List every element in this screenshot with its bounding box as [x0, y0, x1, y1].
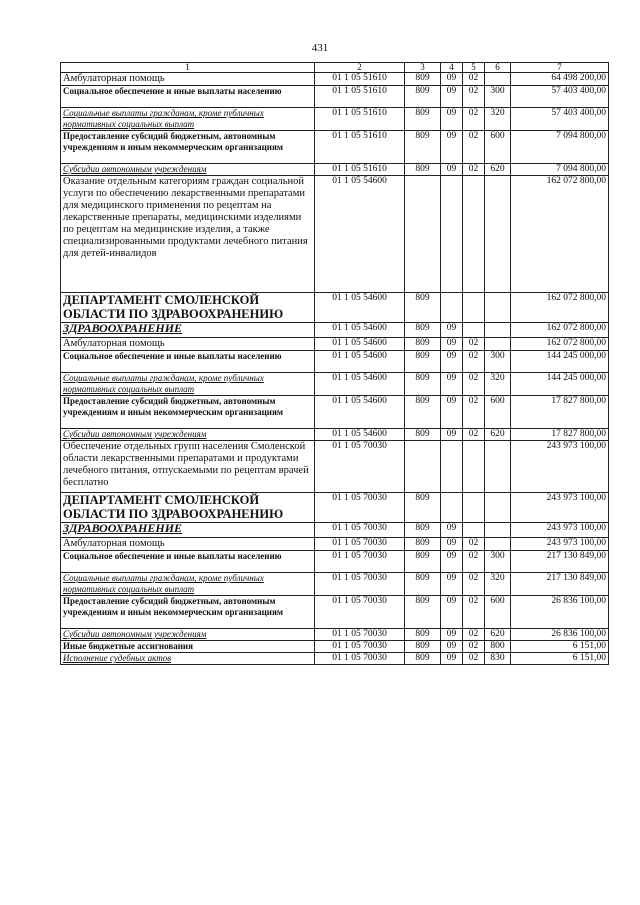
cell-c6 — [485, 493, 511, 523]
cell-name-text: Социальные выплаты гражданам, кроме публичных нормативных социальных выплат — [63, 108, 264, 129]
cell-c4 — [441, 493, 463, 523]
table-row — [61, 551, 609, 573]
cell-c5: 02 — [463, 596, 485, 629]
cell-c4: 09 — [441, 429, 463, 441]
cell-c3: 809 — [405, 653, 441, 665]
cell-c3: 809 — [405, 338, 441, 351]
cell-code: 01 1 05 70030 — [315, 493, 405, 523]
cell-name — [61, 573, 315, 596]
cell-code: 01 1 05 70030 — [315, 523, 405, 538]
cell-c3: 809 — [405, 351, 441, 373]
cell-c3: 809 — [405, 538, 441, 551]
cell-c5: 02 — [463, 164, 485, 176]
table-row — [61, 653, 609, 665]
cell-c4: 09 — [441, 323, 463, 338]
cell-c6: 320 — [485, 373, 511, 396]
cell-code: 01 1 05 51610 — [315, 73, 405, 86]
cell-c5: 02 — [463, 551, 485, 573]
table-row — [61, 429, 609, 441]
cell-code: 01 1 05 51610 — [315, 86, 405, 108]
cell-code: 01 1 05 51610 — [315, 164, 405, 176]
cell-c4: 09 — [441, 164, 463, 176]
cell-amount: 162 072 800,00 — [511, 176, 609, 293]
cell-name: Иные бюджетные ассигнования — [61, 641, 315, 653]
cell-c6: 620 — [485, 164, 511, 176]
cell-code: 01 1 05 51610 — [315, 131, 405, 164]
cell-c3: 809 — [405, 596, 441, 629]
cell-c5: 02 — [463, 131, 485, 164]
cell-c5: 02 — [463, 338, 485, 351]
cell-c6: 800 — [485, 641, 511, 653]
column-header: 2 — [315, 63, 405, 73]
cell-amount: 6 151,00 — [511, 641, 609, 653]
cell-c5: 02 — [463, 373, 485, 396]
cell-amount: 243 973 100,00 — [511, 523, 609, 538]
cell-name: ДЕПАРТАМЕНТ СМОЛЕНСКОЙ ОБЛАСТИ ПО ЗДРАВООХРАНЕНИЮ — [61, 293, 315, 323]
cell-c3: 809 — [405, 429, 441, 441]
cell-c3: 809 — [405, 641, 441, 653]
cell-code: 01 1 05 70030 — [315, 441, 405, 493]
cell-name — [61, 373, 315, 396]
table-row — [61, 573, 609, 596]
cell-amount: 57 403 400,00 — [511, 86, 609, 108]
page-number: 431 — [311, 42, 329, 54]
cell-name: Предоставление субсидий бюджетным, автономным учреждениям и иным некоммерческим организациям — [61, 396, 315, 429]
cell-c6 — [485, 523, 511, 538]
cell-c5: 02 — [463, 351, 485, 373]
cell-name: Амбулаторная помощь — [61, 73, 315, 86]
budget-table — [60, 62, 609, 665]
cell-c3: 809 — [405, 108, 441, 131]
cell-code: 01 1 05 70030 — [315, 629, 405, 641]
cell-code: 01 1 05 54600 — [315, 351, 405, 373]
cell-c4: 09 — [441, 73, 463, 86]
cell-c6 — [485, 293, 511, 323]
cell-c5 — [463, 493, 485, 523]
cell-code: 01 1 05 54600 — [315, 373, 405, 396]
cell-c5: 02 — [463, 73, 485, 86]
cell-c6 — [485, 538, 511, 551]
cell-c6: 300 — [485, 351, 511, 373]
cell-c5: 02 — [463, 86, 485, 108]
cell-amount: 26 836 100,00 — [511, 596, 609, 629]
table-row — [61, 73, 609, 86]
cell-code: 01 1 05 54600 — [315, 338, 405, 351]
cell-c6: 320 — [485, 108, 511, 131]
table-row — [61, 108, 609, 131]
cell-amount: 144 245 000,00 — [511, 373, 609, 396]
cell-code: 01 1 05 70030 — [315, 538, 405, 551]
cell-amount: 64 498 200,00 — [511, 73, 609, 86]
table-row — [61, 293, 609, 323]
cell-amount: 243 973 100,00 — [511, 441, 609, 493]
cell-c3: 809 — [405, 523, 441, 538]
cell-c6: 600 — [485, 396, 511, 429]
cell-amount: 57 403 400,00 — [511, 108, 609, 131]
cell-name — [61, 429, 315, 441]
table-row — [61, 373, 609, 396]
cell-code: 01 1 05 54600 — [315, 176, 405, 293]
table-row — [61, 493, 609, 523]
cell-c3: 809 — [405, 73, 441, 86]
cell-c5 — [463, 441, 485, 493]
cell-c6: 600 — [485, 131, 511, 164]
cell-c4: 09 — [441, 396, 463, 429]
cell-c5: 02 — [463, 629, 485, 641]
table-row — [61, 164, 609, 176]
table-row — [61, 131, 609, 164]
cell-c4 — [441, 176, 463, 293]
cell-c6 — [485, 323, 511, 338]
cell-name — [61, 164, 315, 176]
cell-c4: 09 — [441, 131, 463, 164]
cell-c3: 809 — [405, 164, 441, 176]
cell-c5: 02 — [463, 429, 485, 441]
table-row — [61, 351, 609, 373]
cell-name: Социальное обеспечение и иные выплаты населению — [61, 351, 315, 373]
cell-name-text: Исполнение судебных актов — [63, 653, 172, 663]
cell-code: 01 1 05 70030 — [315, 573, 405, 596]
table-row — [61, 338, 609, 351]
cell-code: 01 1 05 54600 — [315, 293, 405, 323]
table-row — [61, 86, 609, 108]
cell-c6: 830 — [485, 653, 511, 665]
table-row — [61, 441, 609, 493]
cell-code: 01 1 05 51610 — [315, 108, 405, 131]
cell-c4: 09 — [441, 373, 463, 396]
column-header: 4 — [441, 63, 463, 73]
cell-name-text: Социальные выплаты гражданам, кроме публичных нормативных социальных выплат — [63, 373, 264, 394]
cell-c4: 09 — [441, 629, 463, 641]
cell-c5 — [463, 323, 485, 338]
cell-c3: 809 — [405, 323, 441, 338]
cell-amount: 217 130 849,00 — [511, 551, 609, 573]
column-header: 1 — [61, 63, 315, 73]
cell-amount: 7 094 800,00 — [511, 131, 609, 164]
cell-code: 01 1 05 54600 — [315, 396, 405, 429]
column-header: 3 — [405, 63, 441, 73]
cell-c5: 02 — [463, 396, 485, 429]
cell-name-text: Субсидии автономным учреждениям — [63, 629, 207, 639]
cell-c3: 809 — [405, 396, 441, 429]
cell-name: ЗДРАВООХРАНЕНИЕ — [61, 523, 315, 538]
table-row — [61, 323, 609, 338]
table-row — [61, 396, 609, 429]
cell-c6: 300 — [485, 551, 511, 573]
cell-c4: 09 — [441, 108, 463, 131]
cell-c4: 09 — [441, 596, 463, 629]
cell-c4: 09 — [441, 86, 463, 108]
cell-amount: 162 072 800,00 — [511, 338, 609, 351]
cell-code: 01 1 05 70030 — [315, 551, 405, 573]
cell-name: Социальное обеспечение и иные выплаты населению — [61, 86, 315, 108]
cell-c4: 09 — [441, 523, 463, 538]
cell-name: Амбулаторная помощь — [61, 338, 315, 351]
cell-name — [61, 653, 315, 665]
cell-name: Социальное обеспечение и иные выплаты населению — [61, 551, 315, 573]
column-header: 7 — [511, 63, 609, 73]
cell-code: 01 1 05 70030 — [315, 653, 405, 665]
cell-name: ЗДРАВООХРАНЕНИЕ — [61, 323, 315, 338]
cell-name — [61, 108, 315, 131]
cell-amount: 144 245 000,00 — [511, 351, 609, 373]
cell-c4: 09 — [441, 551, 463, 573]
cell-c6: 620 — [485, 429, 511, 441]
cell-c6: 300 — [485, 86, 511, 108]
cell-code: 01 1 05 54600 — [315, 429, 405, 441]
cell-c5 — [463, 176, 485, 293]
cell-code: 01 1 05 70030 — [315, 641, 405, 653]
table-row — [61, 641, 609, 653]
cell-c4: 09 — [441, 573, 463, 596]
cell-c5 — [463, 523, 485, 538]
cell-name-text: Субсидии автономным учреждениям — [63, 164, 207, 174]
table-row — [61, 523, 609, 538]
cell-amount: 162 072 800,00 — [511, 293, 609, 323]
table-header-row — [61, 63, 609, 73]
cell-c5: 02 — [463, 641, 485, 653]
column-header: 6 — [485, 63, 511, 73]
column-header: 5 — [463, 63, 485, 73]
cell-c5 — [463, 293, 485, 323]
cell-c3 — [405, 441, 441, 493]
cell-c5: 02 — [463, 573, 485, 596]
cell-c5: 02 — [463, 538, 485, 551]
cell-c3: 809 — [405, 131, 441, 164]
cell-c3 — [405, 176, 441, 293]
cell-amount: 17 827 800,00 — [511, 396, 609, 429]
cell-c3: 809 — [405, 629, 441, 641]
cell-c6: 320 — [485, 573, 511, 596]
cell-code: 01 1 05 70030 — [315, 596, 405, 629]
cell-c6 — [485, 176, 511, 293]
cell-name-text: Социальные выплаты гражданам, кроме публичных нормативных социальных выплат — [63, 573, 264, 594]
cell-c6: 600 — [485, 596, 511, 629]
cell-name: Предоставление субсидий бюджетным, автономным учреждениям и иным некоммерческим организациям — [61, 131, 315, 164]
cell-amount: 26 836 100,00 — [511, 629, 609, 641]
cell-name: Обеспечение отдельных групп населения Смоленской области лекарственными препаратами и продуктами лечебного питания, отпускаемыми по рецептам врачей бесплатно — [61, 441, 315, 493]
cell-c4: 09 — [441, 351, 463, 373]
cell-amount: 243 973 100,00 — [511, 538, 609, 551]
cell-c3: 809 — [405, 373, 441, 396]
cell-name — [61, 629, 315, 641]
cell-c4: 09 — [441, 538, 463, 551]
table-row — [61, 596, 609, 629]
table-row — [61, 176, 609, 293]
cell-amount: 6 151,00 — [511, 653, 609, 665]
cell-c4: 09 — [441, 653, 463, 665]
cell-name: Оказание отдельным категориям граждан социальной услуги по обеспечению лекарственными препаратами для медицинского применения по рецептам на лекарственные препараты, медицинскими изделиями по рецептам на медицинские изделия, а также специализированными продуктами лечебного питания для детей-инвалидов — [61, 176, 315, 293]
cell-amount: 7 094 800,00 — [511, 164, 609, 176]
cell-c3: 809 — [405, 573, 441, 596]
cell-c5: 02 — [463, 108, 485, 131]
cell-name: ДЕПАРТАМЕНТ СМОЛЕНСКОЙ ОБЛАСТИ ПО ЗДРАВООХРАНЕНИЮ — [61, 493, 315, 523]
table-row — [61, 629, 609, 641]
cell-amount: 17 827 800,00 — [511, 429, 609, 441]
table-row — [61, 538, 609, 551]
cell-amount: 217 130 849,00 — [511, 573, 609, 596]
cell-name-text: Субсидии автономным учреждениям — [63, 429, 207, 439]
cell-amount: 162 072 800,00 — [511, 323, 609, 338]
cell-c3: 809 — [405, 551, 441, 573]
cell-c5: 02 — [463, 653, 485, 665]
cell-amount: 243 973 100,00 — [511, 493, 609, 523]
cell-c3: 809 — [405, 86, 441, 108]
cell-c4: 09 — [441, 641, 463, 653]
cell-name: Амбулаторная помощь — [61, 538, 315, 551]
cell-c3: 809 — [405, 493, 441, 523]
cell-c6: 620 — [485, 629, 511, 641]
cell-c6 — [485, 338, 511, 351]
cell-c4: 09 — [441, 338, 463, 351]
cell-c6 — [485, 73, 511, 86]
cell-c6 — [485, 441, 511, 493]
cell-name: Предоставление субсидий бюджетным, автономным учреждениям и иным некоммерческим организациям — [61, 596, 315, 629]
cell-c3: 809 — [405, 293, 441, 323]
cell-c4 — [441, 293, 463, 323]
cell-c4 — [441, 441, 463, 493]
cell-code: 01 1 05 54600 — [315, 323, 405, 338]
